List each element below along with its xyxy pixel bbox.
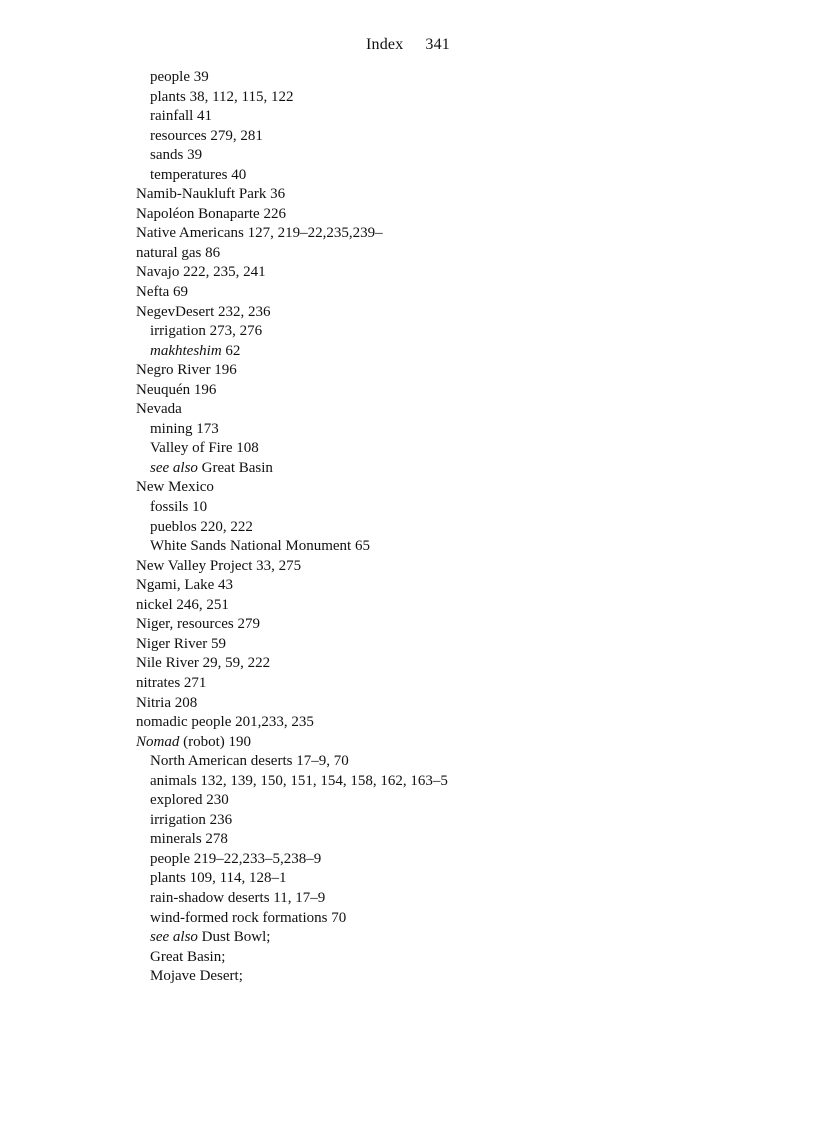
- index-entry-text: nickel 246, 251: [136, 596, 229, 613]
- index-entry: [136, 361, 448, 381]
- index-entry-text: irrigation 273, 276: [150, 323, 263, 340]
- index-entry-text: resources 279, 281: [150, 127, 263, 144]
- index-subentry: [136, 967, 448, 987]
- index-entry-text: Niger, resources 279: [136, 616, 260, 633]
- index-subentry: [136, 342, 448, 362]
- index-entry-text: White Sands National Monument 65: [150, 538, 370, 555]
- index-entry-text: 62: [221, 342, 241, 359]
- index-entry-text: Niger River 59: [136, 635, 226, 652]
- index-entry-text: Valley of Fire 108: [150, 440, 259, 457]
- index-entry-text: Navajo 222, 235, 241: [136, 264, 266, 281]
- index-entry-text: Great Basin;: [150, 948, 226, 965]
- index-entry: [136, 400, 448, 420]
- index-entry: [136, 596, 448, 616]
- index-subentry: [136, 498, 448, 518]
- index-entry-text: people 39: [150, 69, 209, 85]
- index-entry-text: plants 109, 114, 128–1: [150, 870, 287, 887]
- index-subentry: [136, 537, 448, 557]
- index-entry-text: minerals 278: [150, 831, 228, 848]
- index-entry-list: [136, 68, 448, 987]
- index-entry-text: natural gas 86: [136, 244, 221, 261]
- index-entry-text: nomadic people 201,233, 235: [136, 714, 314, 731]
- index-subentry: [136, 439, 448, 459]
- index-entry-text: plants 38, 112, 115, 122: [150, 88, 294, 105]
- index-entry: [136, 303, 448, 323]
- index-entry-text: North American deserts 17–9, 70: [150, 753, 349, 770]
- index-entry: [136, 576, 448, 596]
- index-entry-text: Ngami, Lake 43: [136, 577, 234, 594]
- index-subentry: [136, 322, 448, 342]
- index-entry-text: Nefta 69: [136, 284, 189, 301]
- index-entry: [136, 557, 448, 577]
- index-entry: [136, 654, 448, 674]
- index-subentry: [136, 889, 448, 909]
- index-entry: [136, 674, 448, 694]
- index-subentry: [136, 146, 448, 166]
- index-subentry: [136, 850, 448, 870]
- page-number: 341: [425, 36, 451, 53]
- index-entry: [136, 263, 448, 283]
- index-entry: [136, 635, 448, 655]
- index-entry: [136, 185, 448, 205]
- index-entry: [136, 205, 448, 225]
- index-entry-text: Namib-Naukluft Park 36: [136, 186, 286, 203]
- index-entry: [136, 733, 448, 753]
- index-entry-text: temperatures 40: [150, 166, 247, 183]
- index-subentry: [136, 948, 448, 968]
- index-entry-text: Nevada: [136, 401, 182, 418]
- index-subentry: [136, 459, 448, 479]
- index-entry-text: Neuquén 196: [136, 381, 217, 398]
- page-header: [0, 36, 816, 54]
- index-entry-text: mining 173: [150, 420, 219, 437]
- index-entry-text: Dust Bowl;: [197, 929, 271, 946]
- index-entry-text: Negro River 196: [136, 362, 237, 379]
- index-entry: [136, 478, 448, 498]
- index-entry-italic-term: Nomad: [136, 733, 180, 750]
- index-entry: [136, 615, 448, 635]
- index-subentry: [136, 68, 448, 88]
- index-entry-italic-term: see also: [150, 929, 198, 946]
- index-entry-italic-term: makhteshim: [150, 342, 222, 359]
- index-subentry: [136, 420, 448, 440]
- index-subentry: [136, 811, 448, 831]
- index-entry-text: Nile River 29, 59, 222: [136, 655, 271, 672]
- index-entry-text: Nitria 208: [136, 694, 198, 711]
- index-subentry: [136, 107, 448, 127]
- index-entry-text: animals 132, 139, 150, 151, 154, 158, 162, 163–5: [150, 772, 448, 789]
- index-entry-text: people 219–22,233–5,238–9: [150, 850, 322, 867]
- running-head: Index: [365, 36, 404, 53]
- index-subentry: [136, 127, 448, 147]
- index-entry: [136, 694, 448, 714]
- index-subentry: [136, 772, 448, 792]
- index-entry-text: New Mexico: [136, 479, 214, 496]
- index-entry-text: rainfall 41: [150, 108, 213, 125]
- index-subentry: [136, 791, 448, 811]
- index-entry-text: wind-formed rock formations 70: [150, 909, 347, 926]
- index-entry-text: rain-shadow deserts 11, 17–9: [150, 889, 326, 906]
- index-entry-text: New Valley Project 33, 275: [136, 557, 302, 574]
- index-entry: [136, 713, 448, 733]
- index-entry-text: Mojave Desert;: [150, 968, 243, 985]
- index-subentry: [136, 88, 448, 108]
- index-entry-text: explored 230: [150, 792, 229, 809]
- index-subentry: [136, 518, 448, 538]
- index-entry: [136, 224, 448, 244]
- index-entry: [136, 244, 448, 264]
- index-entry-text: Napoléon Bonaparte 226: [136, 205, 286, 222]
- index-subentry: [136, 166, 448, 186]
- index-entry-text: (robot) 190: [179, 733, 251, 750]
- index-subentry: [136, 752, 448, 772]
- index-entry-text: NegevDesert 232, 236: [136, 303, 271, 320]
- index-entry-text: fossils 10: [150, 499, 208, 516]
- index-subentry: [136, 830, 448, 850]
- index-entry: [136, 283, 448, 303]
- index-subentry: [136, 909, 448, 929]
- index-subentry: [136, 928, 448, 948]
- index-entry-text: irrigation 236: [150, 811, 233, 828]
- index-entry-text: Native Americans 127, 219–22,235,239–: [136, 225, 383, 242]
- index-entry-text: Great Basin: [197, 459, 273, 476]
- index-subentry: [136, 869, 448, 889]
- index-entry: [136, 381, 448, 401]
- index-entry-text: sands 39: [150, 147, 203, 164]
- index-entry-italic-term: see also: [150, 459, 198, 476]
- index-entry-text: nitrates 271: [136, 674, 207, 691]
- index-entry-text: pueblos 220, 222: [150, 518, 253, 535]
